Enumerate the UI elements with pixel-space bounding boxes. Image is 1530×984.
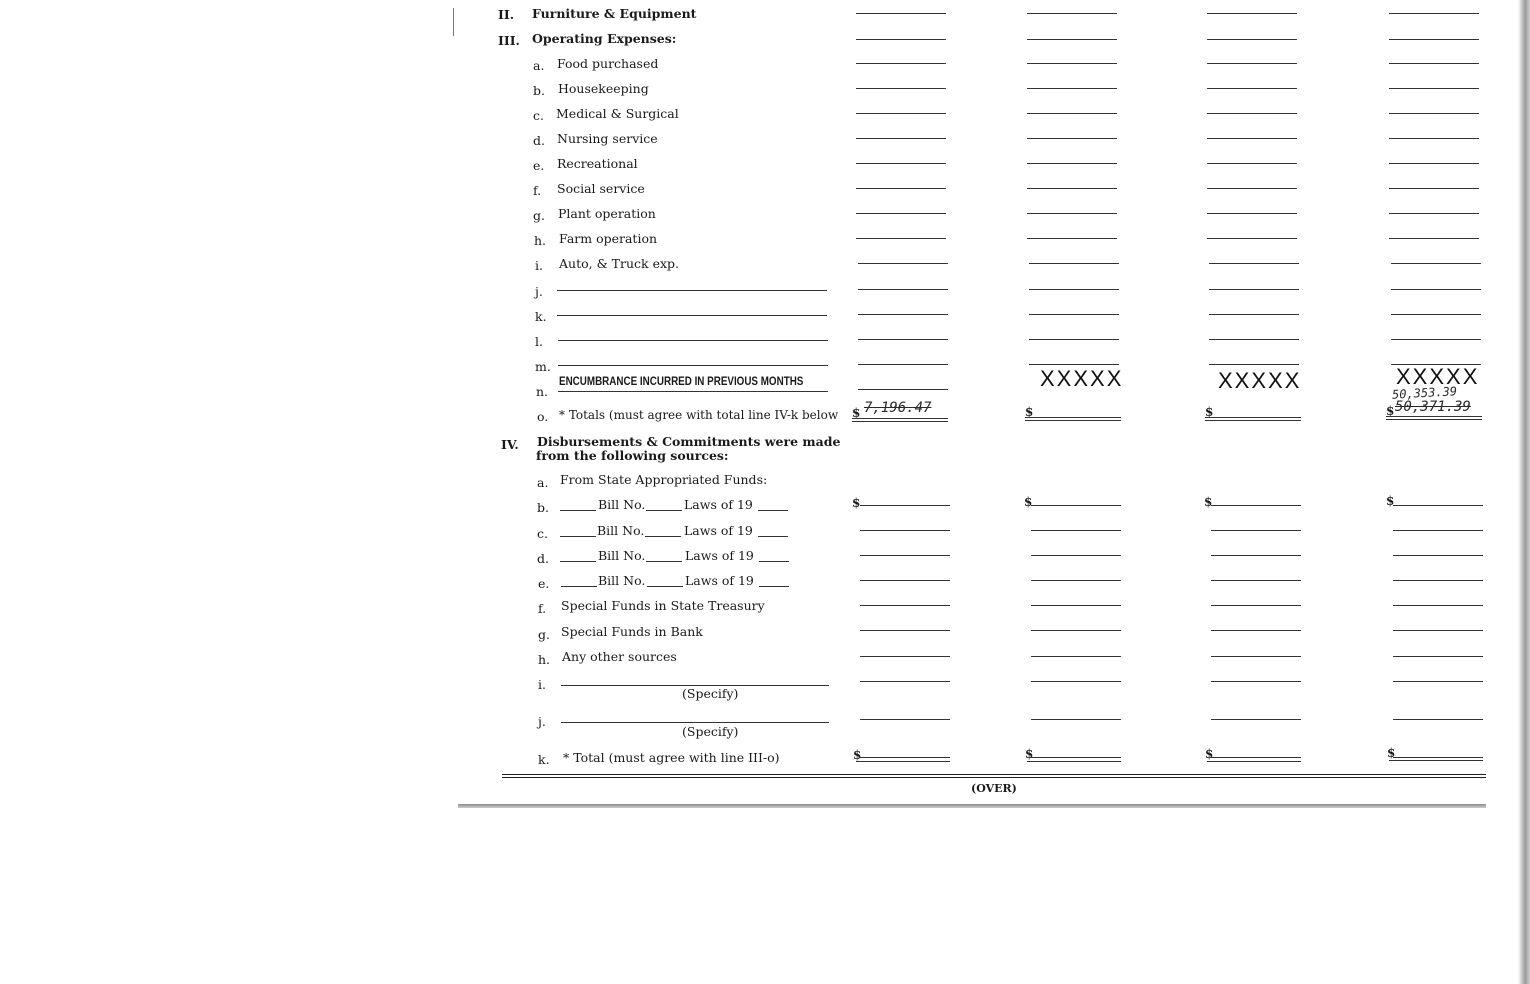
- answer-line: [1207, 188, 1297, 189]
- item-letter: g.: [538, 627, 550, 642]
- currency-symbol: $: [1025, 405, 1034, 419]
- answer-line: [856, 13, 946, 14]
- answer-line: [860, 656, 950, 657]
- answer-line: [1027, 761, 1121, 762]
- item-label: Food purchased: [557, 56, 659, 71]
- answer-line: [1393, 681, 1483, 682]
- section-4-number: IV.: [501, 437, 519, 452]
- answer-line: [1207, 13, 1297, 14]
- answer-line: [856, 238, 946, 239]
- answer-line: [1209, 289, 1299, 290]
- answer-line: [1027, 213, 1117, 214]
- answer-line: [1393, 656, 1483, 657]
- item-letter: f.: [533, 183, 542, 198]
- item-letter: j.: [538, 714, 546, 729]
- answer-line: [856, 163, 946, 164]
- answer-line: [1393, 605, 1483, 606]
- item-label: Housekeeping: [558, 81, 649, 96]
- item-label: Recreational: [557, 156, 638, 171]
- bottom-rule: [502, 777, 1486, 778]
- answer-line: [856, 88, 946, 89]
- bill-no-label: Bill No.: [598, 548, 646, 563]
- answer-line: [1209, 314, 1299, 315]
- answer-line: [1389, 88, 1479, 89]
- specify-label: (Specify): [682, 686, 739, 701]
- item-label: Medical & Surgical: [556, 106, 679, 121]
- answer-line: [1389, 760, 1483, 761]
- section-3-label: Operating Expenses:: [532, 31, 677, 46]
- answer-line: [1027, 238, 1117, 239]
- answer-line: [858, 339, 948, 340]
- item-label: Plant operation: [558, 206, 656, 221]
- item-letter: h.: [538, 652, 551, 667]
- total-underline: [852, 418, 948, 419]
- answer-line: [1211, 681, 1301, 682]
- item-label: Special Funds in State Treasury: [561, 598, 765, 613]
- item-label: From State Appropriated Funds:: [560, 472, 768, 487]
- total-col4-value: 50,371.39: [1395, 399, 1471, 415]
- answer-line: [860, 555, 950, 556]
- blank-line: [558, 391, 828, 392]
- item-letter: f.: [538, 601, 547, 616]
- answer-line: [1389, 13, 1479, 14]
- laws-label: Laws of 19: [684, 523, 753, 538]
- answer-line: [1207, 39, 1297, 40]
- answer-line: [1031, 530, 1121, 531]
- item-letter: c.: [537, 526, 548, 541]
- answer-line: [1027, 188, 1117, 189]
- answer-line: [1393, 505, 1483, 506]
- item-letter: d.: [533, 133, 545, 148]
- answer-line: [1207, 238, 1297, 239]
- answer-line: [1031, 681, 1121, 682]
- answer-line: [856, 63, 946, 64]
- bottom-rule: [502, 774, 1486, 775]
- answer-line: [1027, 138, 1117, 139]
- total-underline: [852, 421, 948, 422]
- answer-line: [1031, 555, 1121, 556]
- answer-line: [1207, 213, 1297, 214]
- stamp-xxxxx: XXXXX: [1218, 368, 1302, 393]
- currency-symbol: $: [852, 496, 861, 510]
- currency-symbol: $: [1025, 747, 1034, 761]
- item-letter: i.: [535, 258, 543, 273]
- item-label: Nursing service: [557, 131, 658, 146]
- blank-line: [646, 561, 682, 562]
- answer-line: [860, 580, 950, 581]
- item-label: Social service: [557, 181, 645, 196]
- total-label: * Total (must agree with line III-o): [563, 750, 780, 765]
- blank-line: [645, 536, 681, 537]
- total-underline: [1205, 417, 1301, 418]
- over-label: (OVER): [971, 782, 1017, 795]
- blank-line: [759, 561, 789, 562]
- currency-symbol: $: [1205, 747, 1214, 761]
- answer-line: [1211, 605, 1301, 606]
- section-4-label-line2: from the following sources:: [536, 448, 729, 463]
- answer-line: [860, 605, 950, 606]
- item-letter: b.: [533, 83, 545, 98]
- item-letter: l.: [535, 334, 543, 349]
- answer-line: [1027, 88, 1117, 89]
- currency-symbol: $: [1204, 495, 1213, 509]
- blank-line: [646, 510, 682, 511]
- total-underline: [1386, 416, 1482, 417]
- answer-line: [1207, 113, 1297, 114]
- answer-line: [1393, 530, 1483, 531]
- item-label: Special Funds in Bank: [561, 624, 703, 639]
- total-col1-value: 7,196.47: [864, 400, 932, 416]
- answer-line: [1391, 263, 1481, 264]
- answer-line: [1391, 364, 1481, 365]
- specify-label: (Specify): [682, 724, 739, 739]
- answer-line: [1389, 188, 1479, 189]
- answer-line: [1027, 63, 1117, 64]
- answer-line: [1031, 505, 1121, 506]
- answer-line: [1211, 580, 1301, 581]
- total-underline: [1205, 420, 1301, 421]
- blank-line: [561, 722, 829, 723]
- currency-symbol: $: [1386, 494, 1395, 508]
- bill-no-label: Bill No.: [598, 497, 646, 512]
- currency-symbol: $: [853, 748, 862, 762]
- answer-line: [1391, 289, 1481, 290]
- answer-line: [1031, 630, 1121, 631]
- answer-line: [1393, 555, 1483, 556]
- answer-line: [1209, 339, 1299, 340]
- answer-line: [858, 314, 948, 315]
- section-3-number: III.: [498, 33, 520, 48]
- blank-line: [560, 510, 596, 511]
- answer-line: [1391, 339, 1481, 340]
- item-letter: k.: [535, 309, 547, 324]
- answer-line: [1389, 39, 1479, 40]
- bill-no-label: Bill No.: [597, 523, 645, 538]
- answer-line: [1207, 63, 1297, 64]
- currency-symbol: $: [852, 406, 861, 420]
- answer-line: [858, 364, 948, 365]
- blank-line: [558, 365, 828, 366]
- answer-line: [856, 113, 946, 114]
- item-label: Any other sources: [562, 649, 677, 664]
- answer-line: [1389, 238, 1479, 239]
- item-letter: k.: [538, 752, 550, 767]
- blank-line: [557, 315, 827, 316]
- answer-line: [1391, 314, 1481, 315]
- answer-line: [1031, 656, 1121, 657]
- answer-line: [1211, 719, 1301, 720]
- answer-line: [1031, 605, 1121, 606]
- blank-line: [558, 340, 828, 341]
- answer-line: [1393, 580, 1483, 581]
- answer-line: [860, 630, 950, 631]
- item-letter: i.: [538, 677, 546, 692]
- item-letter: n.: [536, 384, 549, 399]
- answer-line: [1027, 13, 1117, 14]
- answer-line: [1393, 630, 1483, 631]
- item-letter: e.: [533, 158, 545, 173]
- margin-mark: [453, 8, 454, 36]
- answer-line: [1029, 263, 1119, 264]
- answer-line: [1207, 163, 1297, 164]
- scan-edge-shadow: [1518, 0, 1530, 984]
- answer-line: [858, 263, 948, 264]
- total-underline: [1025, 420, 1121, 421]
- stamp-xxxxx: XXXXX: [1040, 366, 1124, 391]
- answer-line: [860, 757, 950, 758]
- currency-symbol: $: [1387, 746, 1396, 760]
- item-letter: o.: [537, 409, 549, 424]
- answer-line: [1029, 314, 1119, 315]
- item-letter: b.: [537, 500, 549, 515]
- item-letter: a.: [533, 58, 545, 73]
- answer-line: [1027, 113, 1117, 114]
- answer-line: [1211, 530, 1301, 531]
- answer-line: [860, 719, 950, 720]
- stamp-xxxxx: XXXXX: [1396, 364, 1480, 389]
- page-edge-shadow: [458, 804, 1486, 808]
- answer-line: [856, 213, 946, 214]
- answer-line: [1389, 63, 1479, 64]
- answer-line: [860, 681, 950, 682]
- answer-line: [856, 761, 950, 762]
- answer-line: [1209, 364, 1299, 365]
- section-2-number: II.: [498, 7, 515, 22]
- blank-line: [647, 586, 683, 587]
- total-underline: [1025, 417, 1121, 418]
- blank-line: [557, 290, 827, 291]
- item-letter: g.: [533, 208, 545, 223]
- encumbrance-typed-label: ENCUMBRANCE INCURRED IN PREVIOUS MONTHS: [559, 374, 804, 388]
- answer-line: [1389, 213, 1479, 214]
- blank-line: [758, 536, 788, 537]
- answer-line: [856, 39, 946, 40]
- currency-symbol: $: [1205, 405, 1214, 419]
- answer-line: [1209, 263, 1299, 264]
- item-letter: m.: [535, 359, 551, 374]
- answer-line: [856, 188, 946, 189]
- blank-line: [561, 586, 597, 587]
- total-underline: [1386, 419, 1482, 420]
- bill-no-label: Bill No.: [598, 573, 646, 588]
- answer-line: [860, 505, 950, 506]
- answer-line: [858, 289, 948, 290]
- answer-line: [1027, 39, 1117, 40]
- answer-line: [1393, 719, 1483, 720]
- blank-line: [758, 510, 788, 511]
- answer-line: [856, 138, 946, 139]
- answer-line: [1389, 113, 1479, 114]
- answer-line: [1389, 163, 1479, 164]
- item-label: Farm operation: [559, 231, 658, 246]
- answer-line: [1211, 757, 1301, 758]
- blank-line: [560, 536, 596, 537]
- item-letter: h.: [534, 233, 547, 248]
- answer-line: [1031, 580, 1121, 581]
- answer-line: [1029, 289, 1119, 290]
- answer-line: [1027, 163, 1117, 164]
- currency-symbol: $: [1024, 495, 1033, 509]
- answer-line: [1211, 555, 1301, 556]
- blank-line: [560, 561, 596, 562]
- answer-line: [1211, 630, 1301, 631]
- total-col4-correction: 50,353.39: [1391, 384, 1458, 402]
- answer-line: [860, 530, 950, 531]
- item-letter: j.: [535, 284, 543, 299]
- answer-line: [1031, 757, 1121, 758]
- section-2-label: Furniture & Equipment: [532, 6, 697, 21]
- section-4-label-line1: Disbursements & Commitments were made: [537, 434, 841, 449]
- item-letter: e.: [538, 576, 550, 591]
- item-letter: d.: [537, 551, 549, 566]
- item-letter: a.: [537, 475, 549, 490]
- laws-label: Laws of 19: [685, 548, 754, 563]
- answer-line: [1211, 505, 1301, 506]
- answer-line: [1393, 757, 1483, 758]
- blank-line: [759, 586, 789, 587]
- answer-line: [858, 389, 948, 390]
- laws-label: Laws of 19: [685, 573, 754, 588]
- answer-line: [1029, 339, 1119, 340]
- answer-line: [1207, 761, 1301, 762]
- answer-line: [1207, 88, 1297, 89]
- answer-line: [1389, 138, 1479, 139]
- currency-symbol: $: [1386, 404, 1395, 418]
- answer-line: [1029, 364, 1119, 365]
- item-label: Auto, & Truck exp.: [559, 256, 680, 271]
- answer-line: [1031, 719, 1121, 720]
- item-letter: c.: [533, 108, 544, 123]
- answer-line: [1211, 656, 1301, 657]
- totals-label: * Totals (must agree with total line IV-k below: [559, 408, 839, 422]
- laws-label: Laws of 19: [684, 497, 753, 512]
- answer-line: [1207, 138, 1297, 139]
